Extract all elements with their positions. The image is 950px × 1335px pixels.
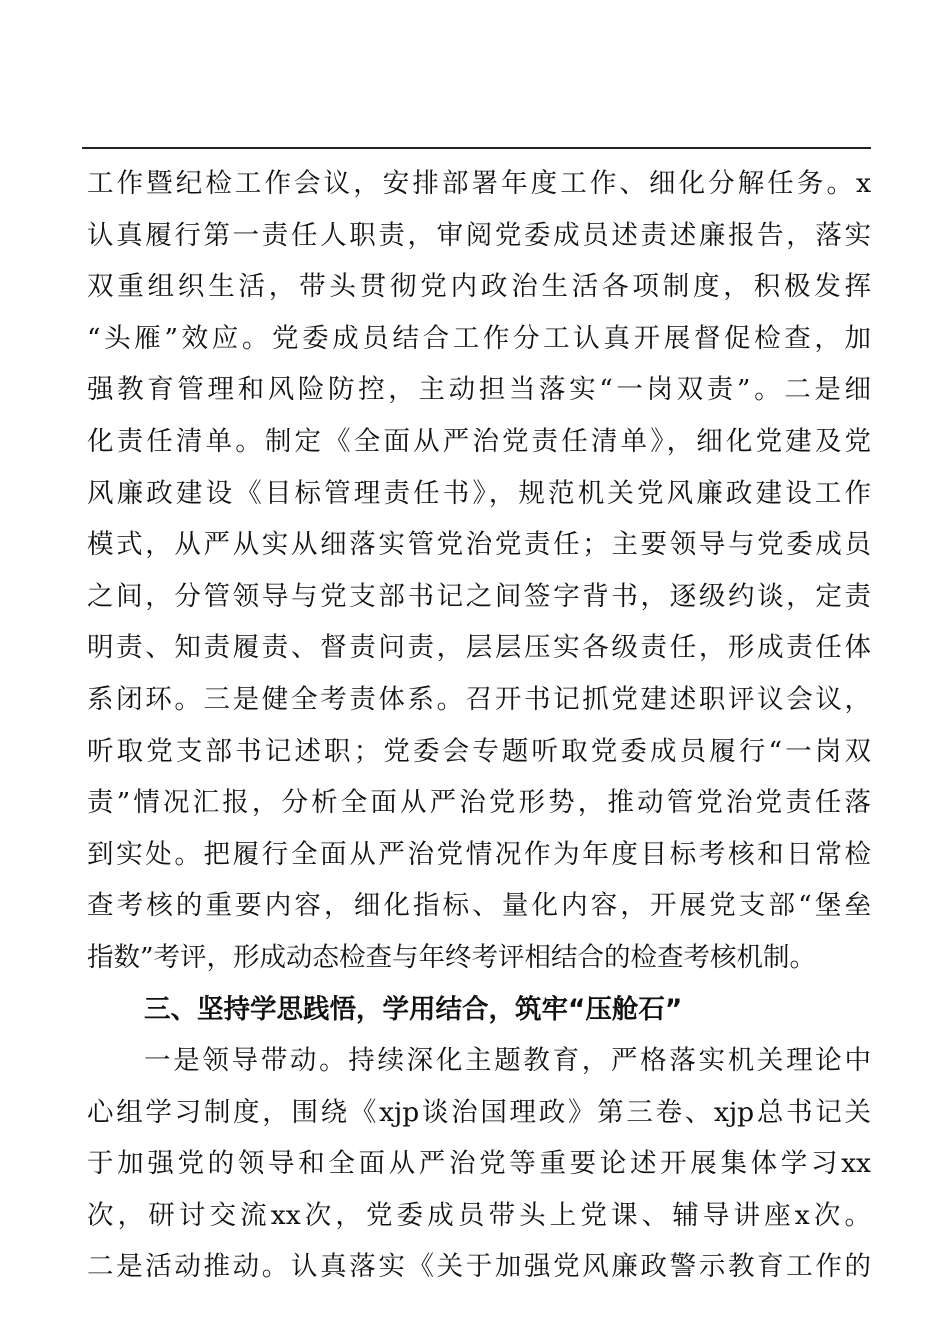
- paragraph-line: 化责任清单。制定《全面从严治党责任清单》，细化党建及党: [87, 425, 871, 457]
- paragraph-line: 到实处。把履行全面从严治党情况作为年度目标考核和日常检: [87, 838, 871, 870]
- paragraph-line: “头雁”效应。党委成员结合工作分工认真开展督促检查，加: [87, 322, 871, 354]
- paragraph-line: 认真履行第一责任人职责，审阅党委成员述责述廉报告，落实: [87, 219, 871, 251]
- paragraph-line: 一是领导带动。持续深化主题教育，严格落实机关理论中: [144, 1045, 871, 1077]
- document-body: [87, 158, 871, 1293]
- paragraph-line: 模式，从严从实从细落实管党治党责任；主要领导与党委成员: [87, 529, 871, 561]
- header-rule: [82, 147, 871, 149]
- paragraph-line: 指数”考评，形成动态检查与年终考评相结合的检查考核机制。: [87, 941, 817, 973]
- paragraph-line: 查考核的重要内容，细化指标、量化内容，开展党支部“堡垒: [87, 890, 871, 922]
- paragraph-line: 双重组织生活，带头贯彻党内政治生活各项制度，积极发挥: [87, 271, 871, 303]
- section-heading: 三、坚持学思践悟，学用结合，筑牢“压舱石”: [144, 993, 683, 1025]
- paragraph-line: 次，研讨交流xx次，党委成员带头上党课、辅导讲座x次。: [87, 1199, 871, 1231]
- paragraph-line: 强教育管理和风险防控，主动担当落实“一岗双责”。二是细: [87, 374, 871, 406]
- paragraph-line: 明责、知责履责、督责问责，层层压实各级责任，形成责任体: [87, 632, 871, 664]
- paragraph-line: 于加强党的领导和全面从严治党等重要论述开展集体学习xx: [87, 1148, 871, 1180]
- paragraph-line: 责”情况汇报，分析全面从严治党形势，推动管党治党责任落: [87, 787, 871, 819]
- paragraph-line: 系闭环。三是健全考责体系。召开书记抓党建述职评议会议，: [87, 683, 871, 715]
- paragraph-line: 听取党支部书记述职；党委会专题听取党委成员履行“一岗双: [87, 735, 871, 767]
- paragraph-line: 心组学习制度，围绕《xjp谈治国理政》第三卷、xjp总书记关: [87, 1096, 871, 1128]
- paragraph-line: 风廉政建设《目标管理责任书》，规范机关党风廉政建设工作: [87, 477, 871, 509]
- paragraph-line: 工作暨纪检工作会议，安排部署年度工作、细化分解任务。x: [87, 168, 871, 199]
- paragraph-line: 二是活动推动。认真落实《关于加强党风廉政警示教育工作的: [87, 1251, 871, 1283]
- paragraph-line: 之间，分管领导与党支部书记之间签字背书，逐级约谈，定责: [87, 580, 871, 612]
